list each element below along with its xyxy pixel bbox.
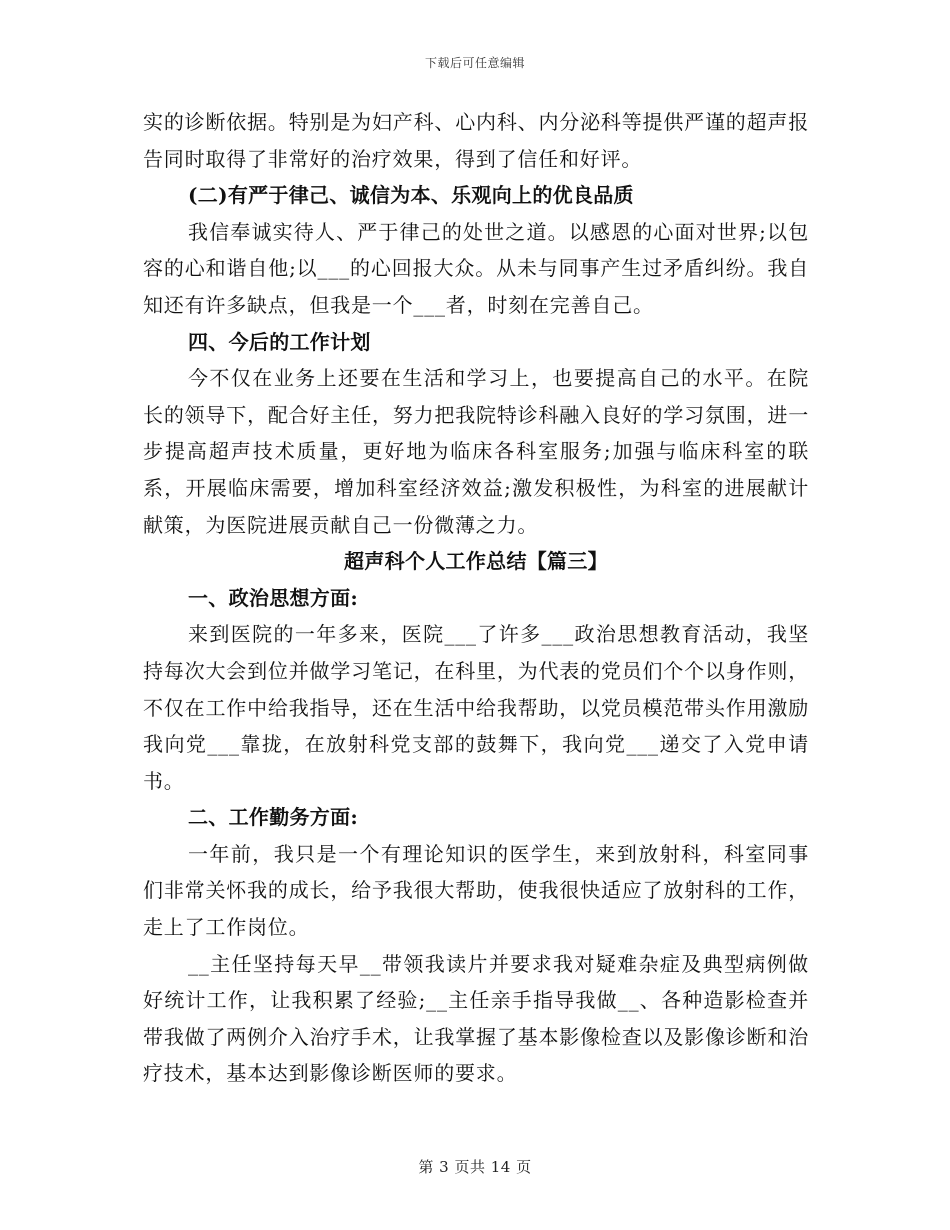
section-heading-future-plan: 四、今后的工作计划 (188, 329, 371, 354)
paragraph-qualities: 我信奉诚实待人、严于律己的处世之道。以感恩的心面对世界;以包容的心和谐自他;以___的心回报大众。从未与同事产生过矛盾纠纷。我自知还有许多缺点，但我是一个___者，时刻在完善自己。 (143, 219, 809, 317)
paragraph-future-plan: 今不仅在业务上还要在生活和学习上，也要提高自己的水平。在院长的领导下，配合好主任，努力把我院特诊科融入良好的学习氛围，进一步提高超声技术质量，更好地为临床各科室服务;加强与临床科室的联系，开展临床需要，增加科室经济效益;激发积极性，为科室的进展献计献策，为医院进展贡献自己一份微薄之力。 (143, 366, 809, 537)
paragraph-political: 来到医院的一年多来，医院___了许多___政治思想教育活动，我坚持每次大会到位并做学习笔记，在科里，为代表的党员们个个以身作则，不仅在工作中给我指导，还在生活中给我帮助，以党员模范带头作用激励我向党___靠拢，在放射科党支部的鼓舞下，我向党___递交了入党申请书。 (143, 622, 809, 793)
article-title: 超声科个人工作总结【篇三】 (344, 549, 608, 574)
page-number-footer: 第 3 页共 14 页 (418, 1158, 532, 1176)
section-heading-work-duty: 二、工作勤务方面: (188, 805, 359, 830)
section-heading-qualities: (二)有严于律己、诚信为本、乐观向上的优良品质 (188, 183, 634, 208)
section-heading-political: 一、政治思想方面: (188, 585, 359, 610)
document-body (143, 104, 809, 1092)
paragraph-continuation: 实的诊断依据。特别是为妇产科、心内科、内分泌科等提供严谨的超声报告同时取得了非常好的治疗效果，得到了信任和好评。 (143, 110, 809, 171)
paragraph-work-duty-2: __主任坚持每天早__带领我读片并要求我对疑难杂症及典型病例做好统计工作，让我积累了经验;__主任亲手指导我做__、各种造影检查并带我做了两例介入治疗手术，让我掌握了基本影像检查以及影像诊断和治疗技术，基本达到影像诊断医师的要求。 (143, 951, 809, 1086)
page-header: 下载后可任意编辑 (424, 56, 525, 70)
paragraph-work-duty-1: 一年前，我只是一个有理论知识的医学生，来到放射科，科室同事们非常关怀我的成长，给予我很大帮助，使我很快适应了放射科的工作，走上了工作岗位。 (143, 841, 809, 940)
